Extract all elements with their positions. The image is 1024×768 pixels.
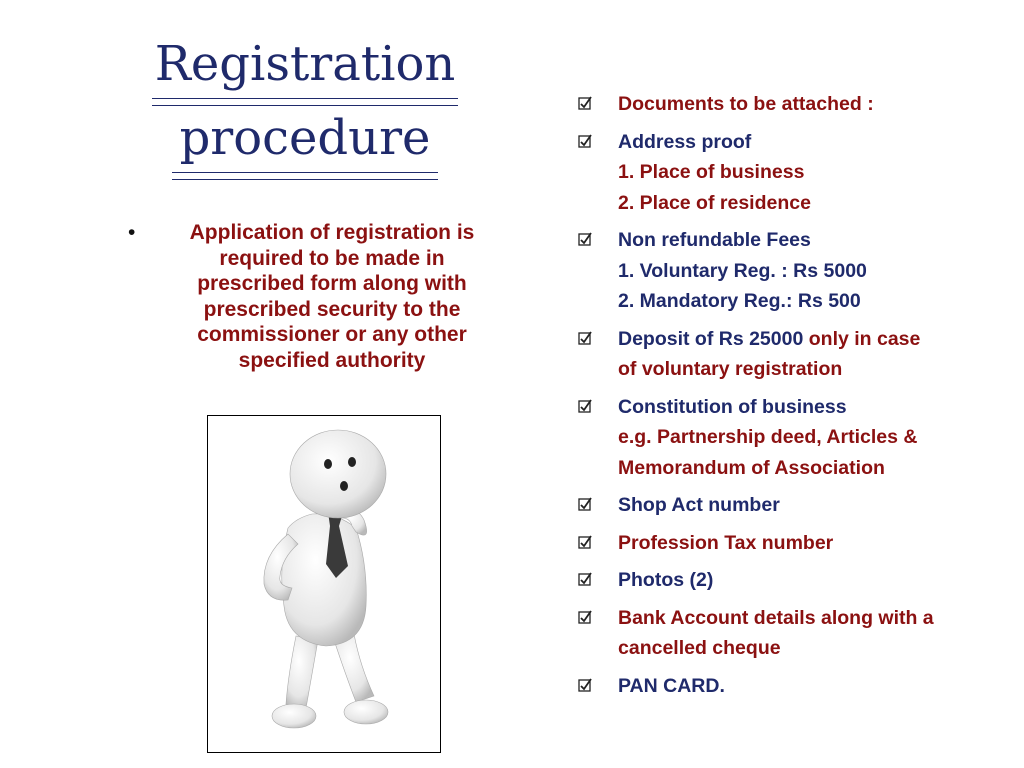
slide-title bbox=[120, 36, 490, 184]
checkbox-checked-icon bbox=[578, 331, 593, 346]
checklist-item-address-proof bbox=[578, 127, 998, 219]
checkbox-checked-icon bbox=[578, 678, 593, 693]
checkbox-checked-icon bbox=[578, 497, 593, 512]
item-subtext: Memorandum of Association bbox=[618, 456, 885, 479]
checkbox-checked-icon bbox=[578, 535, 593, 550]
item-subtext: of voluntary registration bbox=[618, 358, 843, 380]
item-text: Shop Act number bbox=[618, 494, 780, 516]
documents-checklist bbox=[578, 89, 998, 708]
thinking-figure-icon bbox=[208, 416, 440, 752]
item-text-highlight: Deposit of Rs 25000 bbox=[618, 327, 804, 350]
item-text: PAN CARD. bbox=[618, 674, 725, 697]
checkbox-checked-icon bbox=[578, 399, 593, 414]
item-text: Constitution of business bbox=[618, 395, 847, 418]
item-subtext: 2. Mandatory Reg.: Rs 500 bbox=[618, 290, 861, 312]
title-line-1: Registration bbox=[154, 36, 456, 92]
checklist-item-shop-act bbox=[578, 490, 998, 521]
left-bullet-item bbox=[128, 220, 498, 373]
checklist-item-deposit bbox=[578, 324, 998, 385]
checkbox-checked-icon bbox=[578, 134, 593, 149]
checklist-item-constitution bbox=[578, 392, 998, 484]
item-text: Profession Tax number bbox=[618, 531, 834, 554]
item-text: Photos (2) bbox=[618, 569, 714, 591]
item-subtext: cancelled cheque bbox=[618, 637, 781, 659]
figure-image bbox=[207, 415, 441, 753]
checklist-item-bank-account bbox=[578, 603, 998, 664]
item-subtext: 1. Place of business bbox=[618, 161, 805, 183]
checklist-item-photos bbox=[578, 565, 998, 596]
checklist-item-documents bbox=[578, 89, 998, 120]
item-text: Address proof bbox=[618, 130, 752, 153]
item-text: only in case bbox=[803, 327, 921, 350]
left-bullet-text: Application of registration is required to be made in prescribed form along with prescribed security to the commissioner or any other specified authority bbox=[189, 221, 475, 372]
checklist-item-profession-tax bbox=[578, 528, 998, 559]
item-subtext: 2. Place of residence bbox=[618, 191, 811, 214]
checkbox-checked-icon bbox=[578, 96, 593, 111]
item-subtext: 1. Voluntary Reg. : Rs 5000 bbox=[618, 259, 867, 282]
title-underline-1 bbox=[152, 98, 458, 106]
item-text: Non refundable Fees bbox=[618, 229, 811, 251]
bullet-dot: • bbox=[128, 221, 136, 244]
checkbox-checked-icon bbox=[578, 232, 593, 247]
checklist-item-fees bbox=[578, 225, 998, 317]
item-subtext: e.g. Partnership deed, Articles & bbox=[618, 426, 918, 448]
title-underline-2 bbox=[172, 172, 438, 180]
checkbox-checked-icon bbox=[578, 610, 593, 625]
checkbox-checked-icon bbox=[578, 572, 593, 587]
item-text: Documents to be attached : bbox=[618, 93, 874, 115]
title-line-2: procedure bbox=[179, 110, 431, 166]
checklist-item-pan-card bbox=[578, 671, 998, 702]
item-text: Bank Account details along with a bbox=[618, 606, 934, 629]
